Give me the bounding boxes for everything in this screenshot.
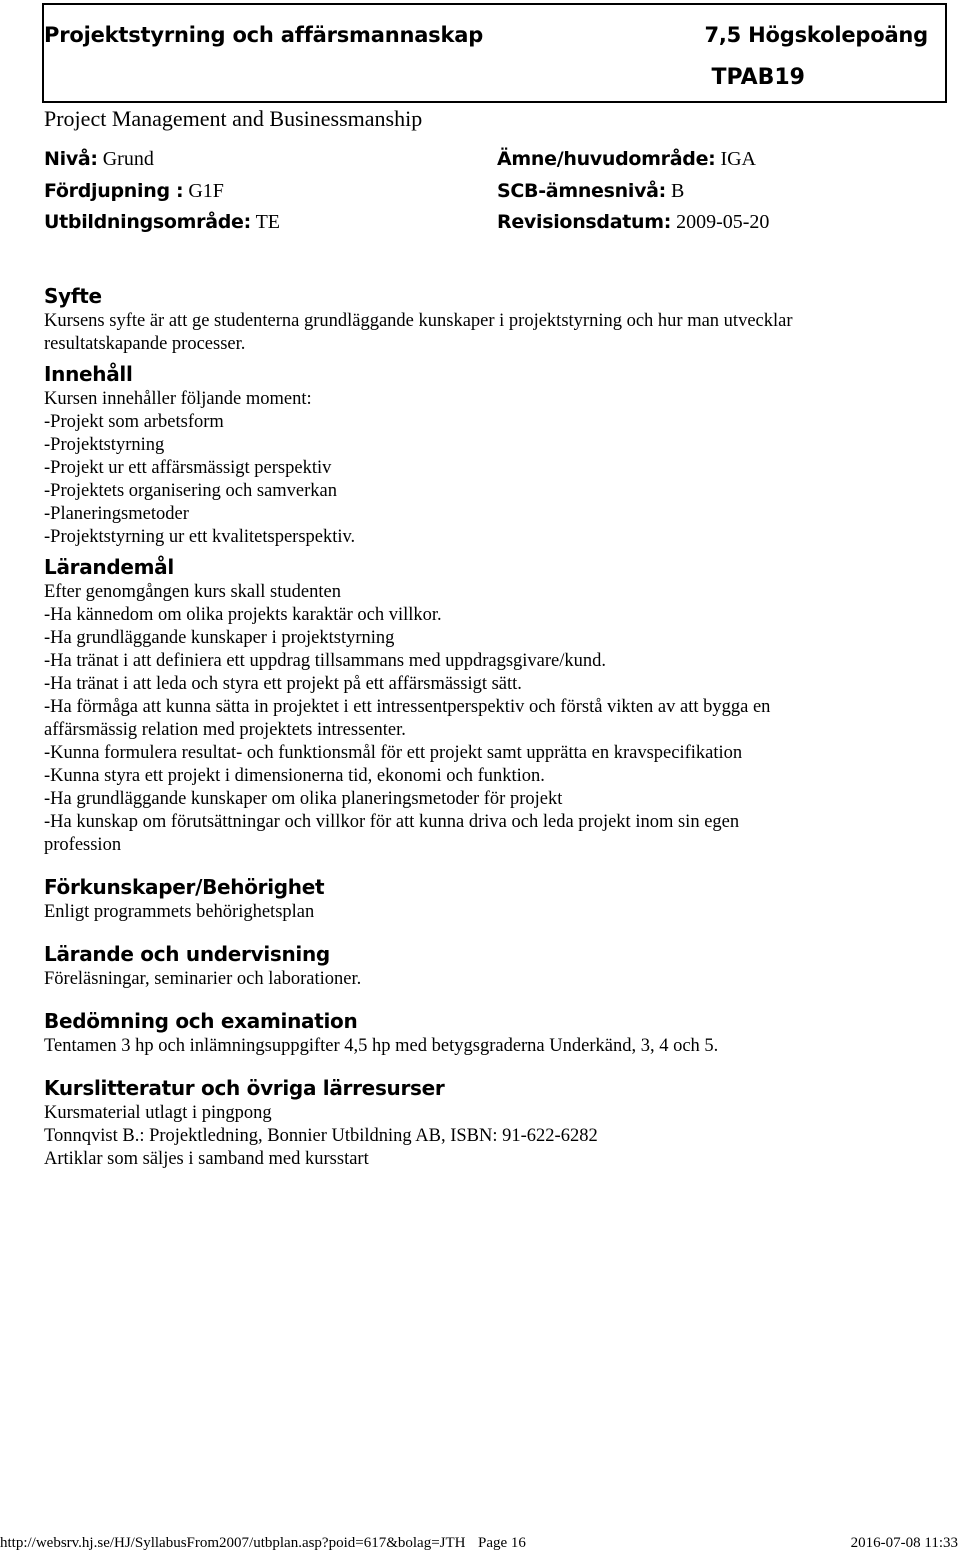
course-title: Projektstyrning och affärsmannaskap [44,23,484,47]
meta-level-value: Grund [102,148,154,170]
meta-depth-label: Fördjupning : [44,180,184,202]
section-purpose [44,282,944,356]
section-heading: Förkunskaper/Behörighet [44,875,325,899]
section-heading: Innehåll [44,362,133,386]
section-line: Föreläsningar, seminarier och laborationer. [44,969,362,989]
section-line: -Projekt ur ett affärsmässigt perspektiv [44,458,332,478]
section-line: -Ha grundläggande kunskaper i projektstyrning [44,628,395,648]
section-heading: Lärandemål [44,555,174,579]
section-assessment [44,1007,944,1058]
meta-revision-value: 2009-05-20 [676,211,770,233]
meta-subject [497,148,756,171]
section-line: resultatskapande processer. [44,334,246,354]
section-content [44,360,944,549]
section-teaching [44,940,944,991]
meta-scb-label: SCB-ämnesnivå: [497,180,666,202]
section-outcomes [44,553,944,857]
meta-field-label: Utbildningsområde: [44,211,251,233]
section-line: -Projekt som arbetsform [44,412,224,432]
meta-field-value: TE [255,211,281,233]
header-box [42,3,947,103]
course-credits: 7,5 Högskolepoäng [704,23,928,47]
meta-level [44,148,154,171]
section-line: Kursmaterial utlagt i pingpong [44,1103,272,1123]
section-heading: Kurslitteratur och övriga lärresurser [44,1076,445,1100]
meta-revision-label: Revisionsdatum: [497,211,672,233]
section-literature [44,1074,944,1171]
section-line: -Ha kunskap om förutsättningar och villkor för att kunna driva och leda projekt inom sin egen [44,812,740,832]
section-line: -Ha tränat i att definiera ett uppdrag tillsammans med uppdragsgivare/kund. [44,651,607,671]
section-line: -Kunna formulera resultat- och funktionsmål för ett projekt samt upprätta en kravspecifikation [44,743,743,763]
section-line: -Ha förmåga att kunna sätta in projektet i ett intressentperspektiv och förstå vikten av att bygga en [44,697,771,717]
section-line: Kursen innehåller följande moment: [44,389,312,409]
footer-url: http://websrv.hj.se/HJ/SyllabusFrom2007/utbplan.asp?poid=617&bolag=JTH [0,1535,466,1551]
section-heading: Lärande och undervisning [44,942,330,966]
meta-depth [44,180,224,203]
section-line: -Kunna styra ett projekt i dimensionerna tid, ekonomi och funktion. [44,766,545,786]
section-line: -Projektets organisering och samverkan [44,481,338,501]
section-line: -Planeringsmetoder [44,504,189,524]
footer-timestamp: 2016-07-08 11:33 [850,1535,958,1551]
section-line: Kursens syfte är att ge studenterna grundläggande kunskaper i projektstyrning och hur man utvecklar [44,311,793,331]
section-line: Artiklar som säljes i samband med kursstart [44,1149,369,1169]
section-line: -Ha kännedom om olika projekts karaktär och villkor. [44,605,442,625]
meta-scb [497,180,684,203]
section-line: affärsmässig relation med projektets intressenter. [44,720,406,740]
footer-page: Page 16 [478,1535,526,1551]
meta-field [44,211,280,234]
section-heading: Syfte [44,284,102,308]
section-line: Enligt programmets behörighetsplan [44,902,315,922]
section-line: -Ha tränat i att leda och styra ett projekt på ett affärsmässigt sätt. [44,674,522,694]
section-line: profession [44,835,122,855]
section-line: -Projektstyrning ur ett kvalitetsperspektiv. [44,527,356,547]
meta-scb-value: B [670,180,685,202]
section-line: Efter genomgången kurs skall studenten [44,582,341,602]
section-line: Tonnqvist B.: Projektledning, Bonnier Utbildning AB, ISBN: 91-622-6282 [44,1126,598,1146]
syllabus-content [44,282,944,1171]
meta-depth-value: G1F [188,180,224,202]
section-line: Tentamen 3 hp och inlämningsuppgifter 4,5 hp med betygsgraderna Underkänd, 3, 4 och 5. [44,1036,719,1056]
meta-level-label: Nivå: [44,148,98,170]
english-title: Project Management and Businessmanship [44,106,423,131]
meta-subject-label: Ämne/huvudområde: [497,148,716,170]
section-line: -Projektstyrning [44,435,165,455]
course-code: TPAB19 [711,65,805,90]
section-prerequisites [44,873,944,924]
section-heading: Bedömning och examination [44,1009,358,1033]
meta-revision [497,211,769,234]
meta-subject-value: IGA [720,148,756,170]
section-line: -Ha grundläggande kunskaper om olika planeringsmetoder för projekt [44,789,563,809]
